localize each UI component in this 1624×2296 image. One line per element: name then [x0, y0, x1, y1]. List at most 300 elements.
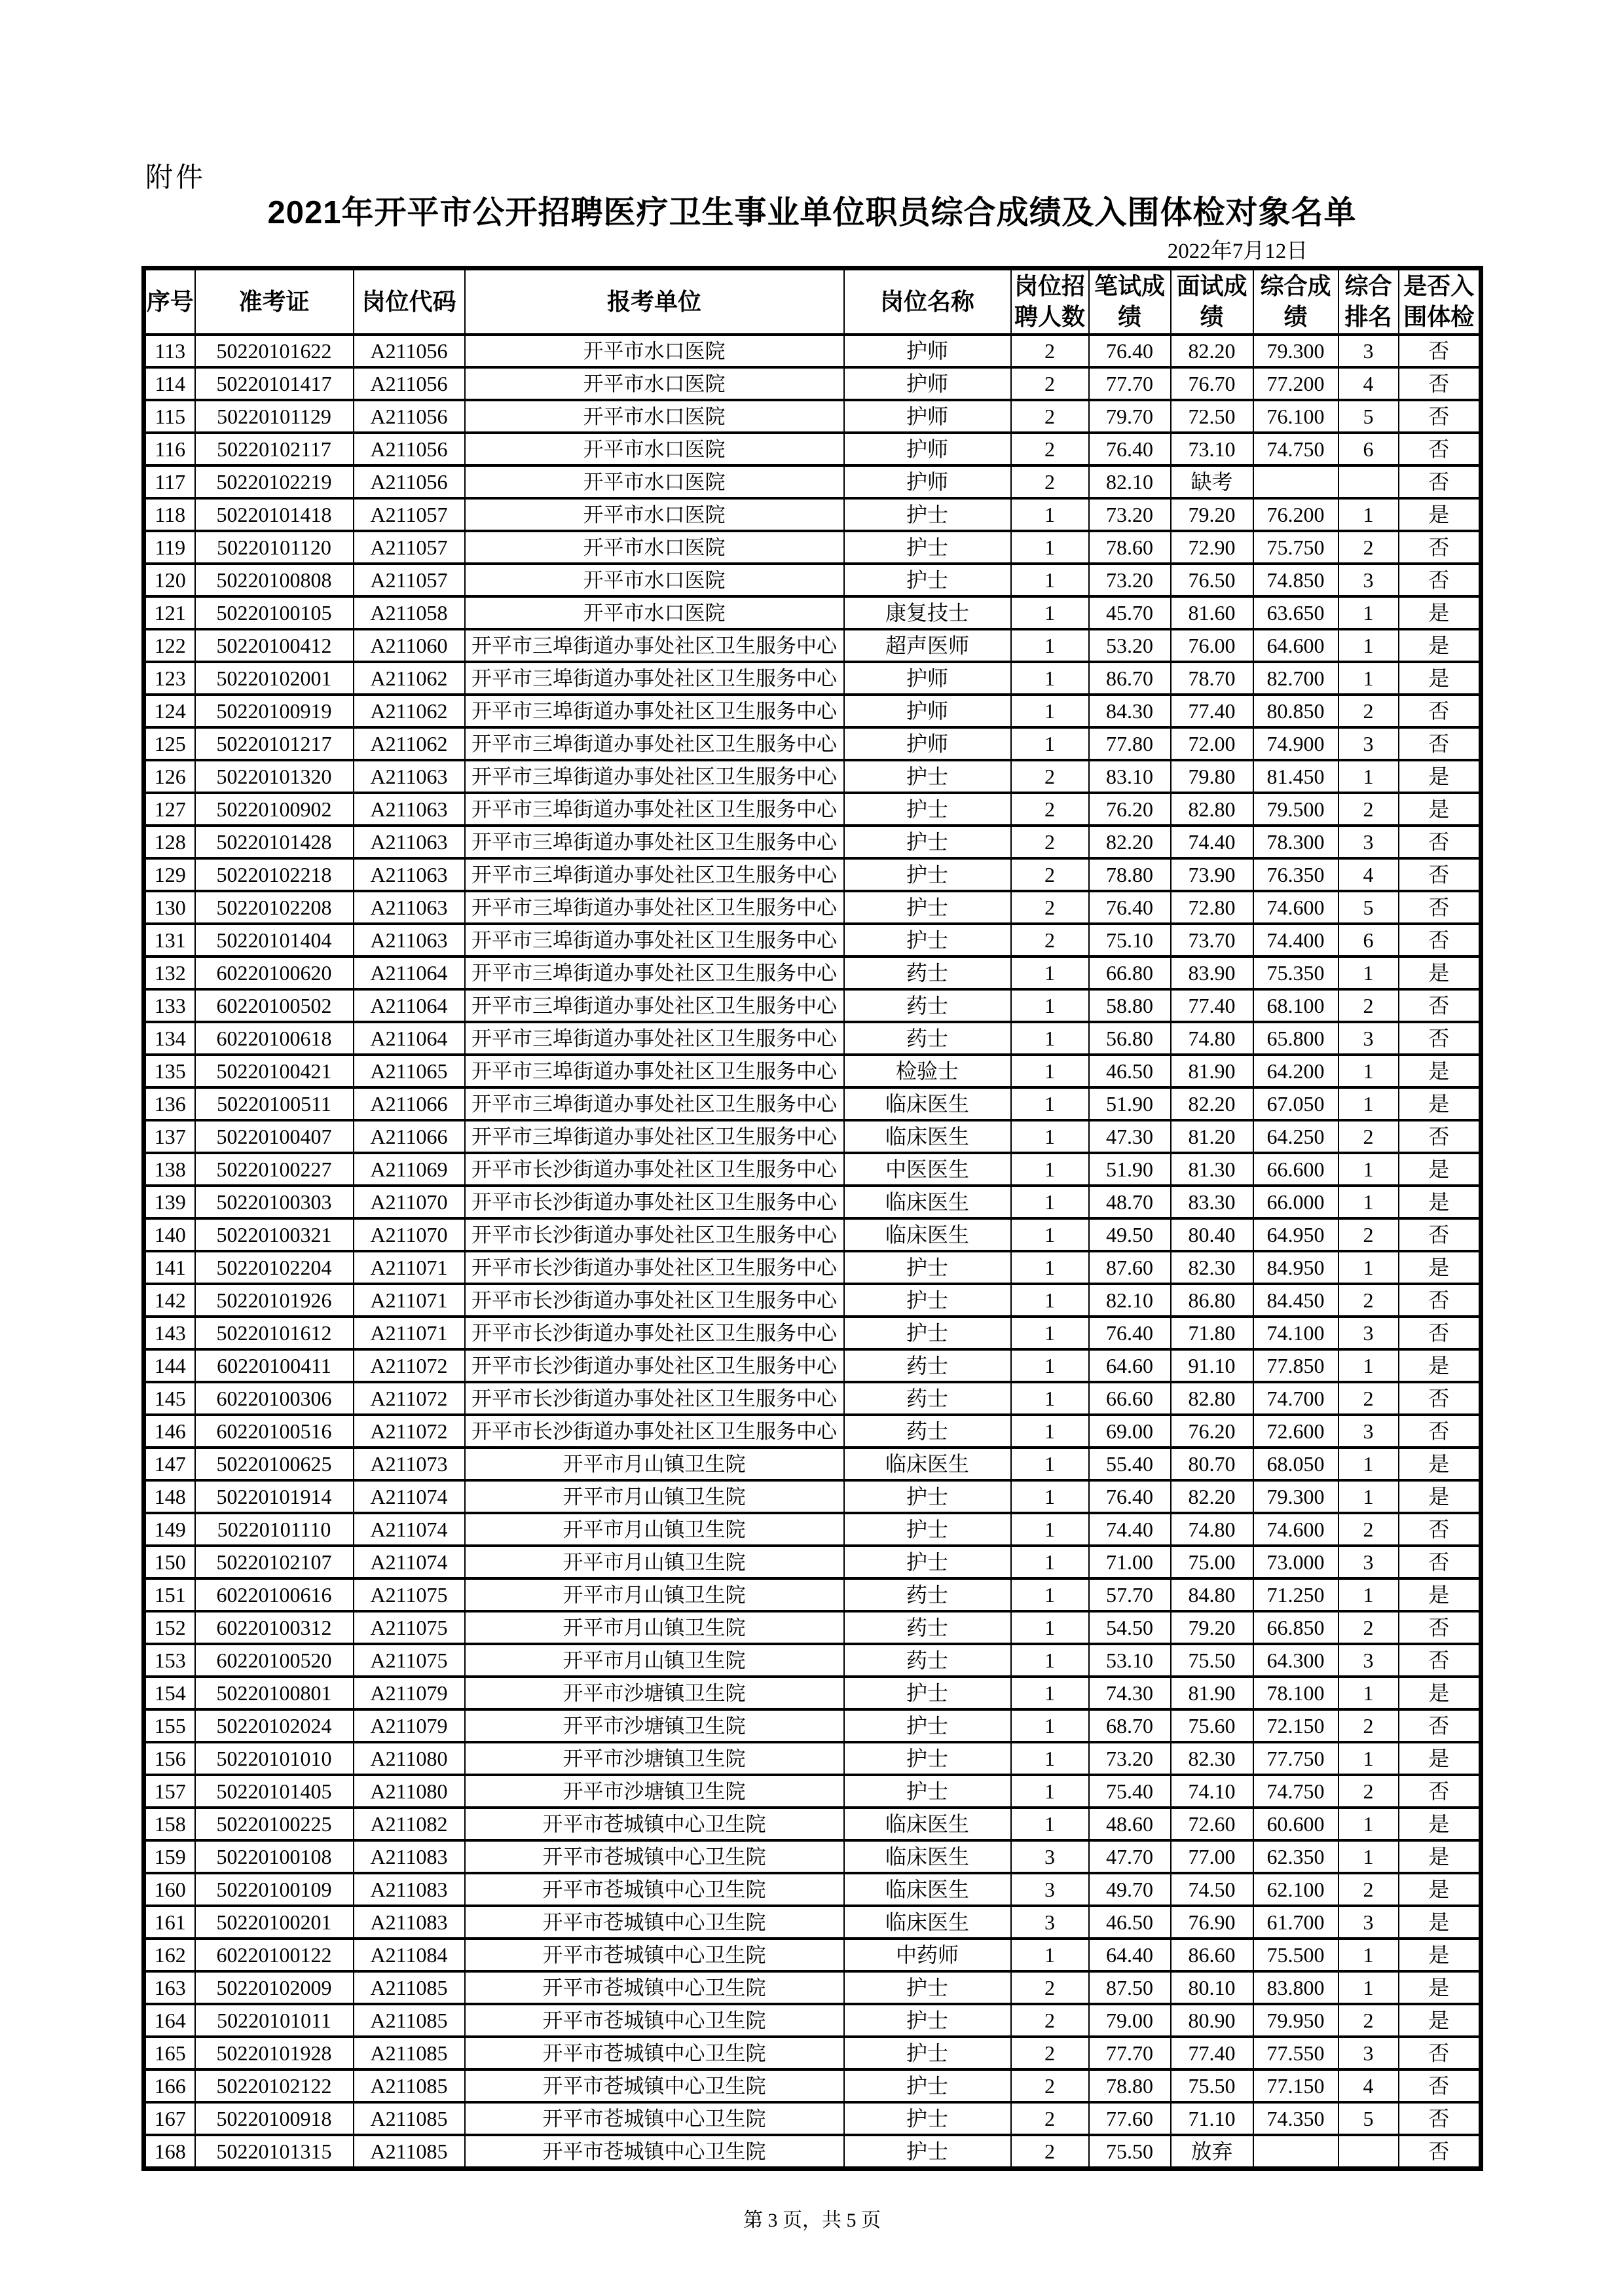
table-cell: 121	[144, 596, 195, 629]
table-cell: 开平市水口医院	[465, 367, 844, 400]
table-cell: 2	[1338, 1873, 1399, 1906]
table-cell: 73.90	[1171, 858, 1253, 891]
table-cell: 否	[1399, 433, 1481, 465]
table-cell: 是	[1399, 498, 1481, 531]
table-cell: 79.80	[1171, 760, 1253, 793]
table-cell: 1	[1338, 1055, 1399, 1087]
table-cell: 是	[1399, 629, 1481, 662]
table-cell: 76.70	[1171, 367, 1253, 400]
table-cell: 139	[144, 1186, 195, 1218]
table-cell: 50220101622	[195, 335, 354, 367]
table-cell: 2	[1338, 1218, 1399, 1251]
table-row	[144, 1742, 1481, 1775]
table-cell: 2	[1011, 2004, 1089, 2037]
table-cell: 50220101217	[195, 727, 354, 760]
table-cell: 护士	[844, 760, 1011, 793]
table-cell: 50220100919	[195, 695, 354, 727]
table-cell: 68.050	[1253, 1448, 1338, 1480]
table-cell: 护士	[844, 2037, 1011, 2069]
table-cell: 护师	[844, 727, 1011, 760]
table-cell: 否	[1399, 826, 1481, 858]
table-cell: 开平市三埠街道办事处社区卫生服务中心	[465, 662, 844, 695]
table-cell: 2	[1011, 433, 1089, 465]
table-cell: 60220100502	[195, 989, 354, 1022]
table-cell: 是	[1399, 1251, 1481, 1284]
table-cell: 否	[1399, 2135, 1481, 2169]
table-row	[144, 1709, 1481, 1742]
table-cell: A211063	[354, 924, 465, 957]
page-footer: 第 3 页，共 5 页	[743, 2210, 881, 2231]
table-cell: 116	[144, 433, 195, 465]
table-cell: 64.300	[1253, 1644, 1338, 1677]
table-cell: 否	[1399, 858, 1481, 891]
table-cell: 1	[1338, 1808, 1399, 1840]
table-cell: 开平市三埠街道办事处社区卫生服务中心	[465, 957, 844, 989]
table-cell: 77.150	[1253, 2069, 1338, 2102]
table-cell: 50220102024	[195, 1709, 354, 1742]
table-cell: 1	[1338, 1939, 1399, 1971]
table-cell: 开平市三埠街道办事处社区卫生服务中心	[465, 629, 844, 662]
table-row	[144, 596, 1481, 629]
table-cell: 开平市苍城镇中心卫生院	[465, 1840, 844, 1873]
table-cell: 76.20	[1089, 793, 1171, 826]
table-cell: 开平市月山镇卫生院	[465, 1644, 844, 1677]
table-cell: 137	[144, 1120, 195, 1153]
table-cell: 1	[1011, 1251, 1089, 1284]
table-cell: 75.750	[1253, 531, 1338, 564]
table-row	[144, 1611, 1481, 1644]
table-cell: 开平市月山镇卫生院	[465, 1578, 844, 1611]
table-cell: 1	[1011, 1480, 1089, 1513]
table-cell: 151	[144, 1578, 195, 1611]
table-row	[144, 1317, 1481, 1349]
table-cell: 50220100902	[195, 793, 354, 826]
table-cell: 护士	[844, 793, 1011, 826]
table-cell: 2	[1338, 695, 1399, 727]
column-header: 准考证	[195, 268, 354, 335]
table-cell: 50220100201	[195, 1906, 354, 1939]
table-cell: 否	[1399, 891, 1481, 924]
table-row	[144, 1382, 1481, 1415]
table-cell: 开平市苍城镇中心卫生院	[465, 2037, 844, 2069]
table-cell: 中医医生	[844, 1153, 1011, 1186]
table-row	[144, 1840, 1481, 1873]
table-cell: 77.80	[1089, 727, 1171, 760]
table-cell: 57.70	[1089, 1578, 1171, 1611]
table-cell: 是	[1399, 1808, 1481, 1840]
table-cell: 81.90	[1171, 1055, 1253, 1087]
table-cell: A211070	[354, 1218, 465, 1251]
table-cell: 否	[1399, 465, 1481, 498]
table-cell: 140	[144, 1218, 195, 1251]
table-cell: 6	[1338, 433, 1399, 465]
table-cell: 86.60	[1171, 1939, 1253, 1971]
table-cell: 是	[1399, 1448, 1481, 1480]
column-header: 面试成绩	[1171, 268, 1253, 335]
table-cell: 1	[1011, 1186, 1089, 1218]
table-cell: 1	[1011, 564, 1089, 596]
table-cell: 1	[1338, 1153, 1399, 1186]
table-cell: 1	[1011, 1382, 1089, 1415]
table-cell: 71.10	[1171, 2102, 1253, 2135]
table-cell: 128	[144, 826, 195, 858]
table-row	[144, 1448, 1481, 1480]
table-cell: 2	[1338, 1775, 1399, 1808]
table-cell: 护士	[844, 1709, 1011, 1742]
table-cell: 放弃	[1171, 2135, 1253, 2169]
table-cell: 74.10	[1171, 1775, 1253, 1808]
table-cell	[1253, 465, 1338, 498]
table-cell: 缺考	[1171, 465, 1253, 498]
table-cell: 127	[144, 793, 195, 826]
table-cell: 66.80	[1089, 957, 1171, 989]
table-cell: 50220102122	[195, 2069, 354, 2102]
table-cell: 75.50	[1171, 1644, 1253, 1677]
table-cell: A211063	[354, 793, 465, 826]
column-header: 报考单位	[465, 268, 844, 335]
table-cell: 1	[1338, 596, 1399, 629]
table-cell: 133	[144, 989, 195, 1022]
table-cell: 79.20	[1171, 498, 1253, 531]
table-cell: 药士	[844, 1349, 1011, 1382]
table-cell: 165	[144, 2037, 195, 2069]
table-cell: 80.90	[1171, 2004, 1253, 2037]
table-cell: 护士	[844, 1742, 1011, 1775]
table-cell: 77.40	[1171, 2037, 1253, 2069]
table-cell: 1	[1011, 1284, 1089, 1317]
table-row	[144, 1513, 1481, 1546]
table-cell: 66.000	[1253, 1186, 1338, 1218]
table-cell: 1	[1011, 1644, 1089, 1677]
table-row	[144, 531, 1481, 564]
table-cell: 护师	[844, 335, 1011, 367]
table-cell: 75.00	[1171, 1546, 1253, 1578]
table-cell: A211057	[354, 498, 465, 531]
table-cell: 开平市水口医院	[465, 400, 844, 433]
table-row	[144, 1251, 1481, 1284]
table-cell: 82.20	[1089, 826, 1171, 858]
table-cell: 146	[144, 1415, 195, 1448]
table-cell: 50220101417	[195, 367, 354, 400]
table-row	[144, 1775, 1481, 1808]
table-cell: 77.750	[1253, 1742, 1338, 1775]
table-cell: 74.350	[1253, 2102, 1338, 2135]
table-cell: A211057	[354, 564, 465, 596]
table-cell: 50220100105	[195, 596, 354, 629]
table-cell: 1	[1011, 1218, 1089, 1251]
table-cell: 72.90	[1171, 531, 1253, 564]
table-cell: 1	[1011, 1022, 1089, 1055]
table-cell: 50220101914	[195, 1480, 354, 1513]
table-cell: 3	[1338, 1644, 1399, 1677]
table-cell: 1	[1011, 1349, 1089, 1382]
table-cell: 156	[144, 1742, 195, 1775]
table-cell: 否	[1399, 1611, 1481, 1644]
table-cell: 否	[1399, 564, 1481, 596]
table-cell: 50220102001	[195, 662, 354, 695]
table-cell: 119	[144, 531, 195, 564]
table-cell: 77.60	[1089, 2102, 1171, 2135]
table-cell: 1	[1011, 1546, 1089, 1578]
table-cell: 2	[1011, 400, 1089, 433]
table-cell: 护士	[844, 1677, 1011, 1709]
table-cell: 开平市三埠街道办事处社区卫生服务中心	[465, 727, 844, 760]
table-cell: 开平市苍城镇中心卫生院	[465, 2069, 844, 2102]
table-cell: 临床医生	[844, 1218, 1011, 1251]
table-cell: 79.20	[1171, 1611, 1253, 1644]
table-cell: 1	[1011, 1513, 1089, 1546]
table-cell: 开平市水口医院	[465, 433, 844, 465]
table-cell: 141	[144, 1251, 195, 1284]
table-cell: 开平市长沙街道办事处社区卫生服务中心	[465, 1382, 844, 1415]
table-row	[144, 989, 1481, 1022]
table-row	[144, 858, 1481, 891]
table-cell: 2	[1338, 531, 1399, 564]
table-row	[144, 1808, 1481, 1840]
table-cell: 79.00	[1089, 2004, 1171, 2037]
table-cell: 79.950	[1253, 2004, 1338, 2037]
table-cell: 74.900	[1253, 727, 1338, 760]
table-cell: 73.70	[1171, 924, 1253, 957]
table-cell: 48.70	[1089, 1186, 1171, 1218]
table-cell: A211063	[354, 826, 465, 858]
table-cell: 1	[1338, 1448, 1399, 1480]
table-cell: 76.40	[1089, 433, 1171, 465]
table-cell: 80.70	[1171, 1448, 1253, 1480]
table-cell: A211085	[354, 1971, 465, 2004]
table-cell: 是	[1399, 1742, 1481, 1775]
table-cell: 否	[1399, 1218, 1481, 1251]
table-cell: 护士	[844, 1513, 1011, 1546]
table-cell: 护士	[844, 1775, 1011, 1808]
table-cell: 50220100808	[195, 564, 354, 596]
table-cell: A211085	[354, 2102, 465, 2135]
table-row	[144, 957, 1481, 989]
table-cell: 是	[1399, 760, 1481, 793]
table-cell: 50220101315	[195, 2135, 354, 2169]
table-cell: 142	[144, 1284, 195, 1317]
table-cell: 78.80	[1089, 858, 1171, 891]
table-cell: A211060	[354, 629, 465, 662]
table-cell: 115	[144, 400, 195, 433]
table-cell: 84.30	[1089, 695, 1171, 727]
table-cell: 否	[1399, 1382, 1481, 1415]
table-cell: 1	[1338, 1578, 1399, 1611]
table-cell: 114	[144, 367, 195, 400]
table-cell: 66.60	[1089, 1382, 1171, 1415]
table-cell: 1	[1011, 957, 1089, 989]
table-cell: 78.60	[1089, 531, 1171, 564]
table-cell: 149	[144, 1513, 195, 1546]
table-cell: 否	[1399, 1022, 1481, 1055]
table-cell: 159	[144, 1840, 195, 1873]
table-cell: 117	[144, 465, 195, 498]
table-cell: 护师	[844, 695, 1011, 727]
table-cell: 134	[144, 1022, 195, 1055]
table-cell: A211082	[354, 1808, 465, 1840]
table-cell: 2	[1011, 826, 1089, 858]
table-cell: 50220100225	[195, 1808, 354, 1840]
table-cell: 护士	[844, 1284, 1011, 1317]
table-cell: 否	[1399, 2102, 1481, 2135]
table-cell: 54.50	[1089, 1611, 1171, 1644]
table-cell: 82.20	[1171, 1480, 1253, 1513]
table-cell: 开平市月山镇卫生院	[465, 1546, 844, 1578]
table-cell: 50220100108	[195, 1840, 354, 1873]
table-cell: 60220100620	[195, 957, 354, 989]
table-cell: 50220102009	[195, 1971, 354, 2004]
table-cell: 开平市沙塘镇卫生院	[465, 1709, 844, 1742]
table-cell: 临床医生	[844, 1186, 1011, 1218]
table-cell: 1	[1338, 1677, 1399, 1709]
table-row	[144, 760, 1481, 793]
table-cell: 50220100321	[195, 1218, 354, 1251]
table-row	[144, 1677, 1481, 1709]
table-cell: 77.200	[1253, 367, 1338, 400]
table-cell: 64.600	[1253, 629, 1338, 662]
table-cell: 3	[1338, 1546, 1399, 1578]
table-cell: 1	[1011, 629, 1089, 662]
table-cell: 50220100407	[195, 1120, 354, 1153]
table-cell: 64.250	[1253, 1120, 1338, 1153]
table-cell: 护士	[844, 2135, 1011, 2169]
table-row	[144, 2069, 1481, 2102]
table-cell: 3	[1338, 564, 1399, 596]
table-cell: 2	[1011, 2069, 1089, 2102]
table-row	[144, 793, 1481, 826]
table-cell: 80.10	[1171, 1971, 1253, 2004]
table-row	[144, 1284, 1481, 1317]
table-cell: 1	[1338, 1087, 1399, 1120]
table-cell: 1	[1011, 1775, 1089, 1808]
table-cell: 49.70	[1089, 1873, 1171, 1906]
table-cell: A211083	[354, 1873, 465, 1906]
table-cell: 药士	[844, 1382, 1011, 1415]
table-cell: 125	[144, 727, 195, 760]
table-cell: 2	[1338, 1120, 1399, 1153]
table-row	[144, 1578, 1481, 1611]
table-cell: 75.10	[1089, 924, 1171, 957]
table-row	[144, 727, 1481, 760]
table-cell: 60220100411	[195, 1349, 354, 1382]
table-row	[144, 1120, 1481, 1153]
table-cell: 76.40	[1089, 1480, 1171, 1513]
table-cell: 护士	[844, 826, 1011, 858]
table-cell: 82.20	[1171, 335, 1253, 367]
table-cell: 74.400	[1253, 924, 1338, 957]
table-cell: 50220102204	[195, 1251, 354, 1284]
table-cell: 1	[1011, 1153, 1089, 1186]
table-cell: 163	[144, 1971, 195, 2004]
table-cell: 167	[144, 2102, 195, 2135]
table-cell: 1	[1011, 1087, 1089, 1120]
table-cell: 1	[1338, 1251, 1399, 1284]
table-cell: 71.80	[1171, 1317, 1253, 1349]
table-cell: 82.80	[1171, 1382, 1253, 1415]
table-row	[144, 2037, 1481, 2069]
table-cell: A211069	[354, 1153, 465, 1186]
table-cell: 护士	[844, 891, 1011, 924]
table-cell: 50220101612	[195, 1317, 354, 1349]
table-cell: 护士	[844, 1971, 1011, 2004]
table-cell: A211079	[354, 1677, 465, 1709]
table-row	[144, 629, 1481, 662]
table-cell: 74.100	[1253, 1317, 1338, 1349]
table-cell: 83.10	[1089, 760, 1171, 793]
table-cell: 50220102218	[195, 858, 354, 891]
table-cell: 83.800	[1253, 1971, 1338, 2004]
table-row	[144, 335, 1481, 367]
table-cell: 1	[1011, 1120, 1089, 1153]
table-cell: 是	[1399, 1055, 1481, 1087]
table-cell: A211071	[354, 1317, 465, 1349]
table-cell: 81.20	[1171, 1120, 1253, 1153]
table-cell: 护士	[844, 1317, 1011, 1349]
table-cell: 58.80	[1089, 989, 1171, 1022]
table-cell: 79.500	[1253, 793, 1338, 826]
table-cell: 164	[144, 2004, 195, 2037]
table-cell: 158	[144, 1808, 195, 1840]
table-cell: 53.20	[1089, 629, 1171, 662]
table-cell: 3	[1338, 1022, 1399, 1055]
table-cell: 临床医生	[844, 1840, 1011, 1873]
table-cell: A211065	[354, 1055, 465, 1087]
table-cell: A211064	[354, 1022, 465, 1055]
column-header: 岗位招聘人数	[1011, 268, 1089, 335]
table-cell: A211072	[354, 1415, 465, 1448]
table-cell: 是	[1399, 1906, 1481, 1939]
table-cell: A211071	[354, 1251, 465, 1284]
table-cell: 开平市三埠街道办事处社区卫生服务中心	[465, 1087, 844, 1120]
table-row	[144, 2135, 1481, 2169]
table-cell: A211064	[354, 957, 465, 989]
table-cell: A211056	[354, 335, 465, 367]
table-cell: 50220102117	[195, 433, 354, 465]
table-cell: 50220100227	[195, 1153, 354, 1186]
column-header: 综合成绩	[1253, 268, 1338, 335]
table-row	[144, 1349, 1481, 1382]
table-cell: 2	[1011, 1971, 1089, 2004]
table-cell: 77.70	[1089, 367, 1171, 400]
table-cell: 81.450	[1253, 760, 1338, 793]
table-cell: 143	[144, 1317, 195, 1349]
table-cell: 开平市长沙街道办事处社区卫生服务中心	[465, 1186, 844, 1218]
table-cell: 66.850	[1253, 1611, 1338, 1644]
table-cell: 51.90	[1089, 1087, 1171, 1120]
table-cell: A211074	[354, 1513, 465, 1546]
table-cell	[1253, 2135, 1338, 2169]
table-cell: 是	[1399, 1186, 1481, 1218]
table-cell: 50220100109	[195, 1873, 354, 1906]
table-cell: 138	[144, 1153, 195, 1186]
table-row	[144, 662, 1481, 695]
table-cell: 1	[1011, 662, 1089, 695]
table-cell: 否	[1399, 400, 1481, 433]
table-cell: 68.70	[1089, 1709, 1171, 1742]
table-cell: A211062	[354, 727, 465, 760]
table-cell: A211083	[354, 1906, 465, 1939]
table-cell: 临床医生	[844, 1873, 1011, 1906]
table-row	[144, 1415, 1481, 1448]
table-cell: 否	[1399, 2069, 1481, 2102]
table-cell: 75.50	[1089, 2135, 1171, 2169]
column-header: 岗位代码	[354, 268, 465, 335]
header-row	[144, 268, 1481, 335]
table-cell: 5	[1338, 2102, 1399, 2135]
table-cell: 79.300	[1253, 335, 1338, 367]
table-cell: 护士	[844, 2004, 1011, 2037]
table-cell: 60220100122	[195, 1939, 354, 1971]
